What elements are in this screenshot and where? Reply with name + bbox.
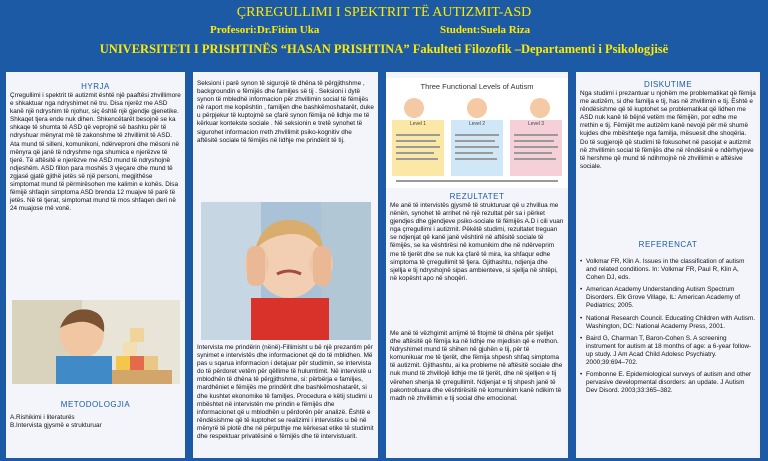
metodologjia-title: METODOLOGJIA [60,400,131,409]
poster-title: ÇRREGULLIMI I SPEKTRIT TË AUTIZMIT-ASD [236,5,532,20]
child-blocks-photo [12,300,180,384]
student-name: Student:Suela Riza [440,24,531,36]
rezultatet-title: REZULTATET [449,192,505,201]
referencat-list [580,258,756,456]
level-3-label: Level 3 [527,121,545,127]
metodologjia-item: A.Rishikimi i literaturës [10,414,75,421]
poster-header [0,0,768,62]
diskutime-title: DISKUTIME [643,80,693,89]
institution-line: UNIVERSITETI I PRISHTINËS “HASAN PRISHTINA” Fakulteti Filozofik –Departamenti i Psikologjisë [99,42,669,56]
column-introduction [6,72,185,458]
professor-name: Profesori:Dr.Fitim Uka [210,24,320,36]
column-discussion [576,72,760,458]
column-method-details [193,72,378,458]
hyrja-title: HYRJA [81,82,110,91]
level-1-label: Level 1 [409,121,427,127]
figure-title: Three Functional Levels of Autism [420,82,534,91]
level-2-label: Level 2 [468,121,486,127]
rezultatet-text-2: Me anë të vëzhgimit arrijmë të fitojmë të dhëna për sjelljet dhe aftësitë që fëmija ka në lidhje me mjedisin që e rrethon. Ndryshimet mund të shihen në gjuhën e tij, për të komunikuar me të tjerët, dhe fëmija shpesh shfaq simptoma të autizmit. Gjithashtu, ai ka probleme në aftësitë sociale dhe nuk mund të zhvillojë lidhje me të tjerët, dhe në sjelljen e tij vërehen shenja të çrregullimit. Ndjenjat e tij shpesh janë të pakontrolluara dhe vështirësitë në komunikim kanë ndikim të madh në zhvillimin e tij social dhe emocional. [390,330,563,402]
rezultatet-text-1: Me anë të intervistës gjysmë të strukturuar që u zhvillua me nënën, synohet të arrihet në një rezultat për sa i përket gjendjes dhe gjendjeve psiko-sociale të fëmijës A.D i cili vuan nga çrregullimi i autizmit. Pëkëtë studimi, rezultatet treguan se ndjenjat që kanë janë vështirë në aftësitë sociale të fëmijës, se ka vështirësi në komunikim dhe në ndërveprim me të tjerët dhe se nuk ka çfarë të mira, ka shfaqur edhe simptoma të çrregullimit të tjera. Gjithashtu, ndjenja dhe sjellja e tij ndryshojnë sipas ambienteve, si sjellja në shtëpi, në kopësht apo në shoqëri. [390,202,564,282]
autism-levels-figure [386,78,568,188]
hyrja-text: Çrregullimi i spektrit të autizmit është një paaftësi zhvillimore e shkaktuar nga ndryshimet në tru. Disa njerëz me ASD kanë një ndryshim të njohur, siç është një gjendje gjenetike. Shkaqet tjera ende nuk dihen. Shkencëtarët besojnë se ka shkaqe të shumta të ASD që veprojnë së bashku për të ndryshuar mënyrat më të zakonshme të zhvillimit të ASD. Ata mund të silleni, komunikoni, ndërveproni dhe mësoni në mënyra që janë të ndryshme nga shumica e njerëzve të tjerë. Të aftësitë e njerëzve me ASD mund të ndryshojnë ndjeshëm. ASD fillon para moshës 3 vjeçare dhe mund të zgjasë gjatë gjithë jetës së një personi, megjithëse simptomat mund të përmirësohen me kalimin e kohës. Disa fëmijë shfaqin simptoma ASD brenda 12 muajve të parë të jetës. Në të tjerat, simptomat mund të mos shfaqen deri në 24 muajose më vonë. [10,92,181,213]
reference-item: • Baird G, Charman T, Baron-Cohen S. A screening instrument for autism at 18 months of age: a 6-year follow-up study. J Am Acad Child Adolesc Psychiatry. 2000;39:694–702. [586,335,756,367]
reference-item: • Volkmar FR, Klin A. Issues in the classification of autism and related conditions. In: Volkmar FR, Paul R, Klin A, Cohen DJ, eds. [586,258,756,282]
diskutime-text: Nga studimi i prezantuar u njohëm me problematikat që fëmija me autizëm, si dhe familja e tij, has në zhvillimin e tij. Është e rëndësishme që të kuptohet se problematikat që lidhen me ASD nuk kanë të bëjnë vetëm me fëmijën, por edhe me rrethin e tij. Fëmijët me autizëm kanë nevojë për më shumë kujdes dhe mbështetje nga familja, mësuesit dhe shoqëria. Do të sugjerojë që studimi të fokusohet në pasojat e autizmit në zhvillimin social të fëmijës dhe në rëndësinë e ndërhyrjeve të hershme që mund të ndihmojnë në zhvillimin e aftësive sociale. [580,90,756,170]
metodologjia-list [10,414,180,430]
referencat-title: REFERENCAT [638,240,698,249]
child-covering-ears-photo [201,202,371,340]
metodologjia-item: B.Intervista gjysmë e strukturuar [10,422,102,430]
method-text-top: Seksioni i parë synon të sigurojë të dhëna të përgjithshme , backgroundin e fëmijës dhe familjes së tij . Seksioni i dytë synon të mbledhë informacion për zhvillimin social të fëmijës në raport me kopështin , familjen dhe bashkëmoshatarët, duke u përpjekur të kuptojmë se çfarë synon fëmija në lidhje me të kërkuar kontekste sociale . Në seksionin e tretë synohet të sigurohet informacion rreth zhvillimit psiko-kognitiv dhe aftësitë sociale të fëmijës në lidhje me prindërit të tij. [197,80,374,144]
reference-item: • Fombonne E. Epidemiological surveys of autism and other pervasive developmental disorders: an update. J Autism Dev Disord. 2003;33:365–382. [586,371,756,395]
reference-item: • American Academy Understanding Autism Spectrum Disorders. Elk Grove Village, IL: American Academy of Pediatrics; 2005. [586,286,756,310]
method-text-bottom: Intervista me prindërin (nënë)-Fillimisht u bë një prezantim për synimet e intervistës dhe informacionet që do të mblidhen. Më pas u sqarua informacion i detajuar për studimin, se intervista do të përdoret vetëm për qëllime të hulumtimit. Në intervistë u mblodhën të dhëna të përgjithshme, si: përbërja e familjes, mardhëniet e fëmijës me prindërit dhe bashkëmoshatarët, si dhe kushtet ekonomike të familjes. Procedura e këtij studimi u mbështet në intervistën me prindin e fëmijës dhe informacionet që u mblodhën u përdorën për analizë. Është e rëndësishme që të kuptohet se realizimi i intervistës u bë në mënyrë të plotë dhe në përputhje me kërkesat etike të studimit dhe respektuar privatësinë e fëmijës dhe të intervistuarit. [197,344,374,441]
column-results [386,72,568,458]
reference-item: • National Research Council. Educating Children with Autism. Washington, DC: National Academy Press, 2001. [586,315,756,331]
